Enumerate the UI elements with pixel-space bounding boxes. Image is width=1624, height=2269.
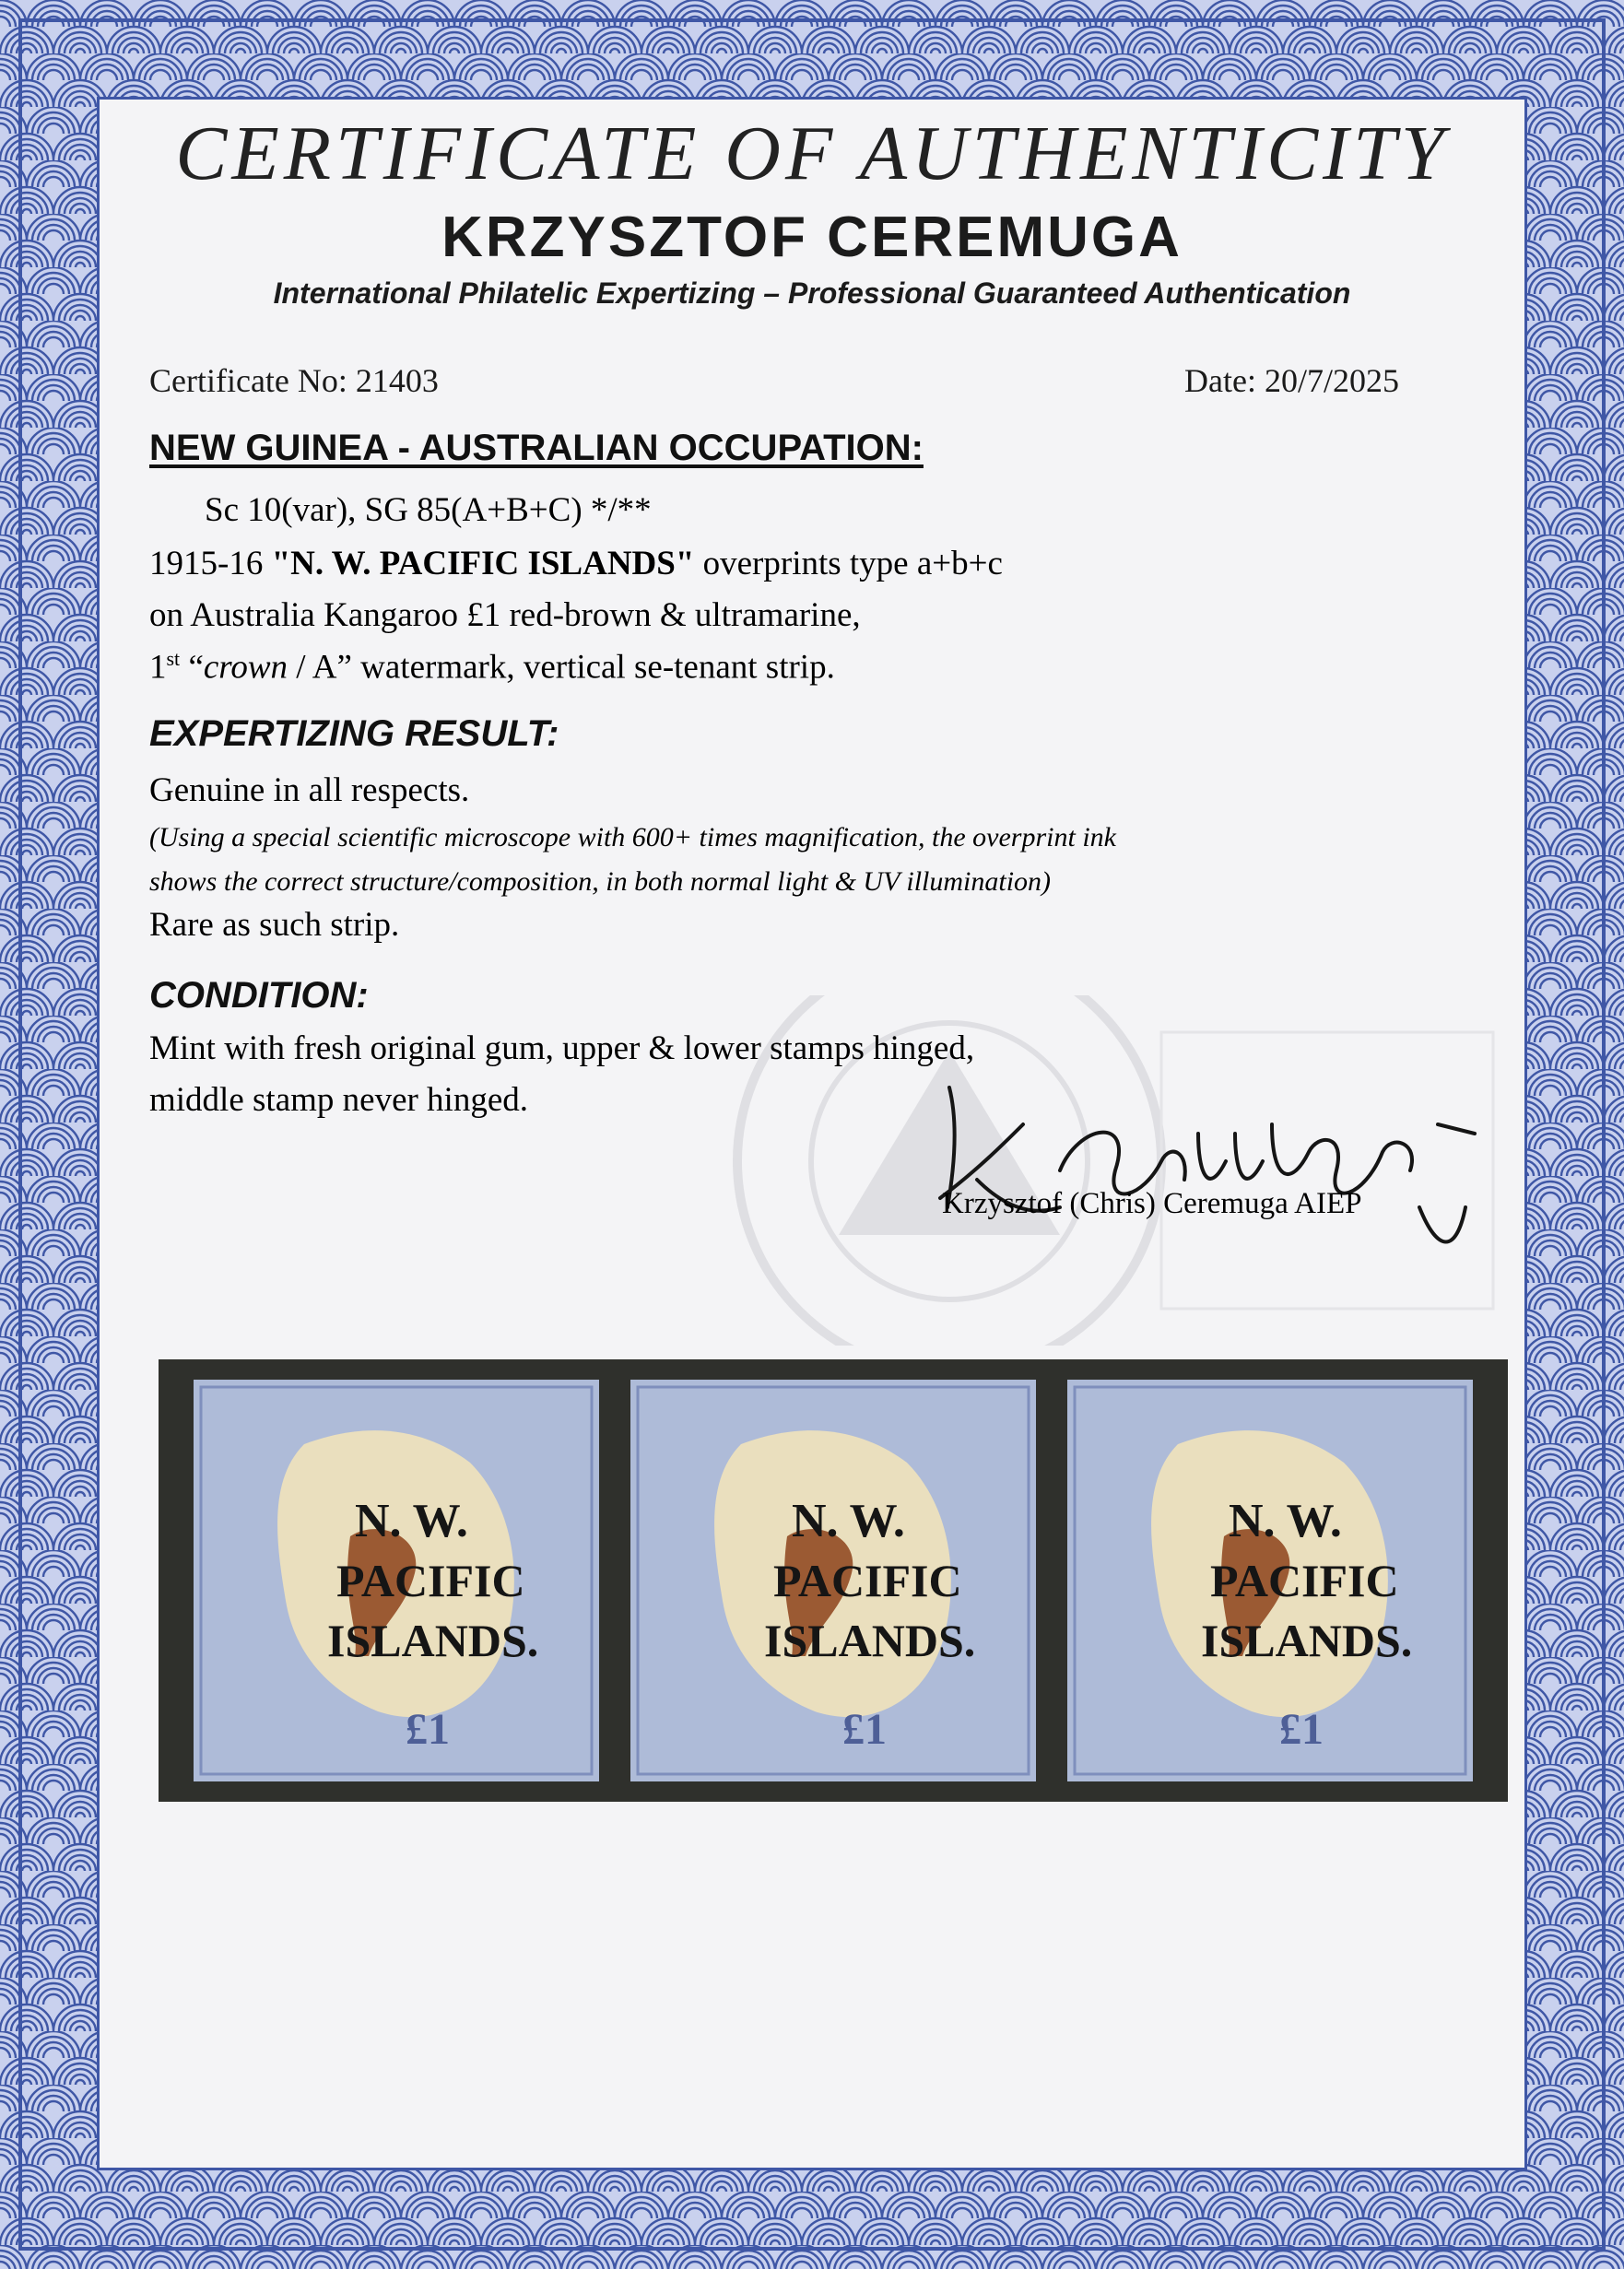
desc-watermark-crown: crown <box>203 648 288 687</box>
country-heading: NEW GUINEA - AUSTRALIAN OCCUPATION: <box>149 428 924 468</box>
desc-watermark-rest: / A” watermark, vertical se-tenant strip. <box>288 648 835 687</box>
expertizing-heading: EXPERTIZING RESULT: <box>149 713 559 754</box>
stamp-2-overprint-1: N. W. <box>792 1495 905 1547</box>
certificate-title: CERTIFICATE OF AUTHENTICITY <box>175 111 1449 196</box>
expertizing-note-line-1: (Using a special scientific microscope with 600+ times magnification, the overprint ink <box>149 822 1116 852</box>
stamp-2-overprint-2: PACIFIC <box>773 1555 962 1606</box>
stamp-3-value: £1 <box>1279 1705 1324 1754</box>
expert-name: KRZYSZTOF CEREMUGA <box>441 206 1183 269</box>
description-line-2: on Australia Kangaroo £1 red-brown & ultramarine, <box>149 596 861 634</box>
handwritten-signature <box>922 1069 1493 1263</box>
condition-line-2: middle stamp never hinged. <box>149 1081 529 1119</box>
stamp-1-overprint-2: PACIFIC <box>336 1555 525 1606</box>
expertizing-note-line-2: shows the correct structure/composition, in both normal light & UV illumination) <box>149 866 1052 897</box>
stamp-1-design <box>194 1380 599 1781</box>
desc-ordinal: st <box>166 647 181 670</box>
stamp-3-overprint-2: PACIFIC <box>1210 1555 1399 1606</box>
signer-name: Krzysztof (Chris) Ceremuga AIEP <box>942 1187 1362 1220</box>
desc-overprint-name: "N. W. PACIFIC ISLANDS" <box>271 545 695 582</box>
stamp-3 <box>1067 1380 1473 1781</box>
condition-line-1: Mint with fresh original gum, upper & lower stamps hinged, <box>149 1029 975 1067</box>
desc-overprint-types: overprints type a+b+c <box>694 545 1003 582</box>
catalog-numbers: Sc 10(var), SG 85(A+B+C) */** <box>205 491 652 529</box>
stamp-1-value: £1 <box>406 1705 450 1754</box>
stamp-2-design <box>630 1380 1036 1781</box>
expertizing-result: Genuine in all respects. <box>149 771 470 809</box>
description-line-1 <box>149 544 1003 583</box>
condition-heading: CONDITION: <box>149 975 369 1016</box>
stamp-strip-photo <box>159 1359 1508 1802</box>
stamp-3-overprint-1: N. W. <box>1229 1495 1342 1547</box>
stamp-2-value: £1 <box>842 1705 887 1754</box>
stamp-1 <box>194 1380 599 1781</box>
stamp-2 <box>630 1380 1036 1781</box>
description-line-3 <box>149 647 835 687</box>
stamp-1-overprint-1: N. W. <box>355 1495 468 1547</box>
certificate-number: Certificate No: 21403 <box>149 362 439 399</box>
desc-year: 1915-16 <box>149 545 272 582</box>
desc-quote: “ <box>180 648 204 687</box>
expert-tagline: International Philatelic Expertizing – Professional Guaranteed Authentication <box>273 276 1351 310</box>
stamp-3-overprint-3: ISLANDS. <box>1201 1615 1413 1666</box>
certificate-date: Date: 20/7/2025 <box>1184 362 1399 399</box>
desc-num: 1 <box>149 648 167 687</box>
rarity-note: Rare as such strip. <box>149 906 400 944</box>
stamp-1-overprint-3: ISLANDS. <box>327 1615 539 1666</box>
stamp-2-overprint-3: ISLANDS. <box>764 1615 976 1666</box>
stamp-3-design <box>1067 1380 1473 1781</box>
